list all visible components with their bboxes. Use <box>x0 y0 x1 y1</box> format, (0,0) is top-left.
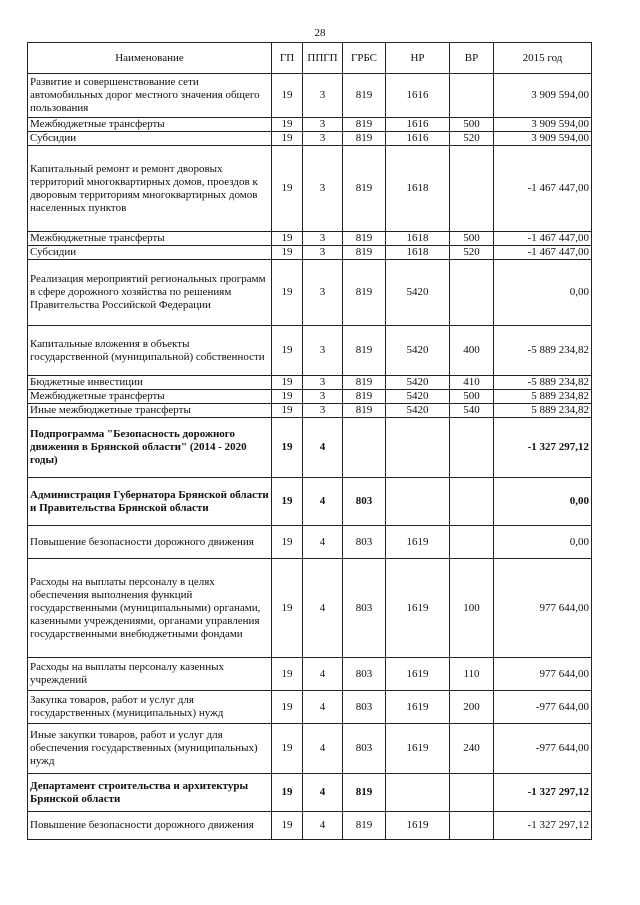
row-vr: 400 <box>450 326 494 376</box>
row-ppgp: 4 <box>303 812 343 840</box>
table-row <box>28 478 592 526</box>
row-grbs: 803 <box>343 559 386 658</box>
row-name: Расходы на выплаты персоналу казенных учреждений <box>28 658 272 691</box>
row-amount: -1 467 447,00 <box>494 246 592 260</box>
row-amount: 5 889 234,82 <box>494 404 592 418</box>
row-ppgp: 3 <box>303 404 343 418</box>
row-ppgp: 3 <box>303 390 343 404</box>
row-grbs: 819 <box>343 812 386 840</box>
row-gp: 19 <box>272 232 303 246</box>
row-gp: 19 <box>272 74 303 118</box>
row-ppgp: 4 <box>303 418 343 478</box>
table-row <box>28 774 592 812</box>
row-ppgp: 4 <box>303 691 343 724</box>
row-gp: 19 <box>272 774 303 812</box>
row-grbs: 819 <box>343 118 386 132</box>
row-np: 1618 <box>386 232 450 246</box>
row-np: 1619 <box>386 559 450 658</box>
row-name: Межбюджетные трансферты <box>28 390 272 404</box>
row-np: 1619 <box>386 691 450 724</box>
row-amount: 3 909 594,00 <box>494 132 592 146</box>
row-amount: 3 909 594,00 <box>494 74 592 118</box>
row-gp: 19 <box>272 691 303 724</box>
row-amount: 0,00 <box>494 478 592 526</box>
row-vr <box>450 74 494 118</box>
row-amount: -1 327 297,12 <box>494 812 592 840</box>
row-name: Повышение безопасности дорожного движения <box>28 812 272 840</box>
table-row <box>28 260 592 326</box>
row-amount: 0,00 <box>494 260 592 326</box>
table-row <box>28 691 592 724</box>
row-vr: 240 <box>450 724 494 774</box>
row-grbs: 803 <box>343 658 386 691</box>
row-np: 1618 <box>386 146 450 232</box>
row-gp: 19 <box>272 246 303 260</box>
row-vr <box>450 146 494 232</box>
row-name: Субсидии <box>28 132 272 146</box>
row-name: Бюджетные инвестиции <box>28 376 272 390</box>
row-gp: 19 <box>272 260 303 326</box>
row-grbs <box>343 418 386 478</box>
budget-table <box>27 42 592 840</box>
row-vr: 520 <box>450 246 494 260</box>
row-gp: 19 <box>272 376 303 390</box>
row-np: 5420 <box>386 326 450 376</box>
row-amount: -1 327 297,12 <box>494 418 592 478</box>
row-ppgp: 3 <box>303 118 343 132</box>
row-ppgp: 3 <box>303 326 343 376</box>
row-ppgp: 3 <box>303 132 343 146</box>
row-gp: 19 <box>272 118 303 132</box>
table-header-row <box>28 43 592 74</box>
table-row <box>28 132 592 146</box>
row-name: Расходы на выплаты персоналу в целях обеспечения выполнения функций государственными (муниципальными) органами, казенными учреждениями, органами управления государственными внебюджетными фондами <box>28 559 272 658</box>
row-ppgp: 4 <box>303 724 343 774</box>
row-ppgp: 3 <box>303 246 343 260</box>
row-amount: -5 889 234,82 <box>494 326 592 376</box>
table-row <box>28 724 592 774</box>
row-vr <box>450 418 494 478</box>
row-gp: 19 <box>272 812 303 840</box>
table-row <box>28 246 592 260</box>
row-grbs: 819 <box>343 232 386 246</box>
row-grbs: 819 <box>343 246 386 260</box>
row-vr <box>450 774 494 812</box>
row-vr: 110 <box>450 658 494 691</box>
row-np: 5420 <box>386 390 450 404</box>
column-header-year: 2015 год <box>494 43 592 74</box>
row-name: Субсидии <box>28 246 272 260</box>
row-grbs: 819 <box>343 260 386 326</box>
row-grbs: 819 <box>343 774 386 812</box>
row-vr: 200 <box>450 691 494 724</box>
row-vr: 410 <box>450 376 494 390</box>
table-row <box>28 232 592 246</box>
row-gp: 19 <box>272 132 303 146</box>
row-vr <box>450 526 494 559</box>
table-row <box>28 404 592 418</box>
row-np: 5420 <box>386 376 450 390</box>
row-np: 1618 <box>386 246 450 260</box>
row-ppgp: 4 <box>303 559 343 658</box>
table-row <box>28 418 592 478</box>
table-row <box>28 812 592 840</box>
row-ppgp: 3 <box>303 146 343 232</box>
column-header-vr: ВР <box>450 43 494 74</box>
row-np: 1619 <box>386 812 450 840</box>
row-ppgp: 4 <box>303 658 343 691</box>
row-amount: -1 467 447,00 <box>494 146 592 232</box>
row-name: Иные закупки товаров, работ и услуг для обеспечения государственных (муниципальных) нужд <box>28 724 272 774</box>
row-grbs: 819 <box>343 404 386 418</box>
row-ppgp: 3 <box>303 260 343 326</box>
row-gp: 19 <box>272 526 303 559</box>
row-np <box>386 774 450 812</box>
row-np <box>386 418 450 478</box>
row-np: 1616 <box>386 74 450 118</box>
row-grbs: 803 <box>343 691 386 724</box>
row-grbs: 819 <box>343 390 386 404</box>
row-vr: 100 <box>450 559 494 658</box>
row-gp: 19 <box>272 146 303 232</box>
row-vr: 500 <box>450 232 494 246</box>
row-ppgp: 4 <box>303 478 343 526</box>
table-row <box>28 74 592 118</box>
column-header-np: НР <box>386 43 450 74</box>
row-amount: -1 467 447,00 <box>494 232 592 246</box>
row-amount: 977 644,00 <box>494 559 592 658</box>
row-vr: 500 <box>450 390 494 404</box>
row-np: 1619 <box>386 724 450 774</box>
row-np: 5420 <box>386 260 450 326</box>
row-name: Реализация мероприятий региональных программ в сфере дорожного хозяйства по решениям Правительства Российской Федерации <box>28 260 272 326</box>
column-header-gp: ГП <box>272 43 303 74</box>
row-amount: 3 909 594,00 <box>494 118 592 132</box>
row-name: Развитие и совершенствование сети автомобильных дорог местного значения общего пользования <box>28 74 272 118</box>
column-header-ppgp: ППГП <box>303 43 343 74</box>
row-grbs: 819 <box>343 146 386 232</box>
row-grbs: 803 <box>343 724 386 774</box>
row-np <box>386 478 450 526</box>
row-vr <box>450 812 494 840</box>
row-grbs: 819 <box>343 132 386 146</box>
row-amount: 0,00 <box>494 526 592 559</box>
page-number: 28 <box>314 27 326 39</box>
table-row <box>28 376 592 390</box>
row-name: Межбюджетные трансферты <box>28 118 272 132</box>
row-amount: 5 889 234,82 <box>494 390 592 404</box>
column-header-grbs: ГРБС <box>343 43 386 74</box>
row-vr: 500 <box>450 118 494 132</box>
table-row <box>28 326 592 376</box>
row-amount: -1 327 297,12 <box>494 774 592 812</box>
table-row <box>28 559 592 658</box>
row-np: 1616 <box>386 132 450 146</box>
row-name: Департамент строительства и архитектуры Брянской области <box>28 774 272 812</box>
row-np: 1616 <box>386 118 450 132</box>
row-np: 1619 <box>386 526 450 559</box>
row-name: Иные межбюджетные трансферты <box>28 404 272 418</box>
row-gp: 19 <box>272 390 303 404</box>
row-vr: 540 <box>450 404 494 418</box>
row-gp: 19 <box>272 404 303 418</box>
row-np: 5420 <box>386 404 450 418</box>
row-np: 1619 <box>386 658 450 691</box>
row-ppgp: 4 <box>303 526 343 559</box>
row-name: Капитальные вложения в объекты государственной (муниципальной) собственности <box>28 326 272 376</box>
row-grbs: 803 <box>343 526 386 559</box>
row-grbs: 803 <box>343 478 386 526</box>
table-row <box>28 118 592 132</box>
row-name: Капитальный ремонт и ремонт дворовых территорий многоквартирных домов, проездов к дворовым территориям многоквартирных домов населенных пунктов <box>28 146 272 232</box>
table-row <box>28 526 592 559</box>
row-gp: 19 <box>272 724 303 774</box>
row-name: Межбюджетные трансферты <box>28 232 272 246</box>
row-name: Администрация Губернатора Брянской области и Правительства Брянской области <box>28 478 272 526</box>
row-grbs: 819 <box>343 376 386 390</box>
row-ppgp: 3 <box>303 232 343 246</box>
row-gp: 19 <box>272 658 303 691</box>
row-amount: -977 644,00 <box>494 724 592 774</box>
row-grbs: 819 <box>343 74 386 118</box>
row-amount: -5 889 234,82 <box>494 376 592 390</box>
row-vr <box>450 260 494 326</box>
row-gp: 19 <box>272 418 303 478</box>
row-name: Закупка товаров, работ и услуг для государственных (муниципальных) нужд <box>28 691 272 724</box>
row-gp: 19 <box>272 559 303 658</box>
row-amount: 977 644,00 <box>494 658 592 691</box>
row-vr: 520 <box>450 132 494 146</box>
table-row <box>28 390 592 404</box>
row-gp: 19 <box>272 478 303 526</box>
table-row <box>28 146 592 232</box>
row-ppgp: 4 <box>303 774 343 812</box>
row-amount: -977 644,00 <box>494 691 592 724</box>
column-header-name: Наименование <box>28 43 272 74</box>
row-gp: 19 <box>272 326 303 376</box>
row-grbs: 819 <box>343 326 386 376</box>
row-vr <box>450 478 494 526</box>
row-ppgp: 3 <box>303 376 343 390</box>
row-name: Подпрограмма "Безопасность дорожного движения в Брянской области" (2014 - 2020 годы) <box>28 418 272 478</box>
row-name: Повышение безопасности дорожного движения <box>28 526 272 559</box>
row-ppgp: 3 <box>303 74 343 118</box>
table-row <box>28 658 592 691</box>
